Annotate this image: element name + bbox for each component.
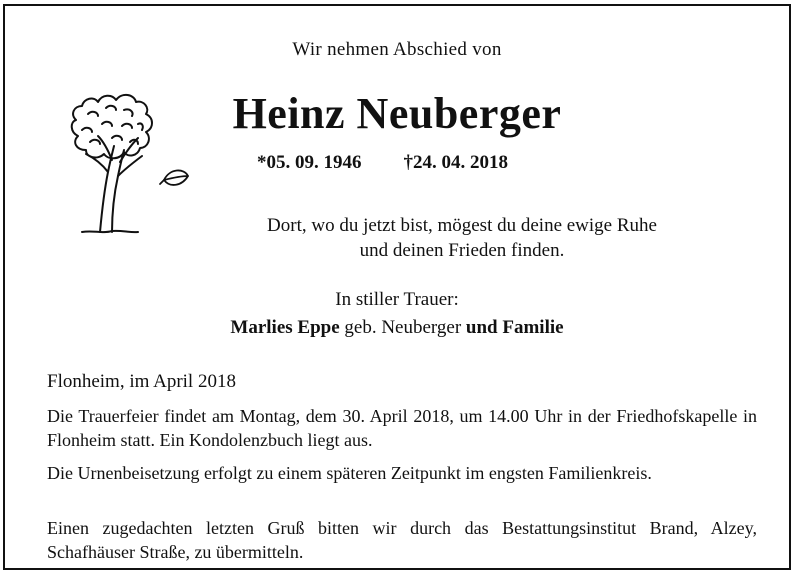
greeting-info: Einen zugedachten letzten Gruß bitten wir durch das Bestattungsinstitut Brand, Alzey, Schafhäuser Straße, zu übermitteln.: [47, 518, 757, 562]
family-nee: geb. Neuberger: [344, 317, 462, 338]
quote: [135, 213, 789, 263]
death-date-group: [404, 152, 509, 173]
obituary-notice: [3, 4, 791, 570]
birth-symbol: *: [257, 152, 267, 173]
family-name: Marlies Eppe: [230, 317, 340, 338]
funeral-info: Die Trauerfeier findet am Montag, dem 30. April 2018, um 14.00 Uhr in der Friedhofskapelle in Flonheim statt. Ein Kondolenzbuch liegt aus.: [47, 406, 757, 450]
cross-icon: †: [403, 152, 413, 173]
quote-line-2: und deinen Frieden finden.: [359, 240, 565, 261]
birth-date: 05. 09. 1946: [266, 152, 362, 173]
quote-line-1: Dort, wo du jetzt bist, mögest du deine ewige Ruhe: [267, 215, 657, 236]
family-line: [5, 317, 789, 339]
burial-info: Die Urnenbeisetzung erfolgt zu einem späteren Zeitpunkt im engsten Familienkreis.: [47, 463, 652, 483]
mourning-text: In stiller Trauer:: [335, 289, 459, 310]
death-date: 24. 04. 2018: [413, 152, 508, 173]
intro-text: Wir nehmen Abschied von: [292, 39, 502, 60]
deceased-name: Heinz Neuberger: [232, 89, 562, 138]
place-date: Flonheim, im April 2018: [47, 371, 236, 392]
family-suffix: und Familie: [465, 317, 564, 338]
life-dates: [257, 152, 508, 174]
birth-date-group: [257, 152, 362, 173]
